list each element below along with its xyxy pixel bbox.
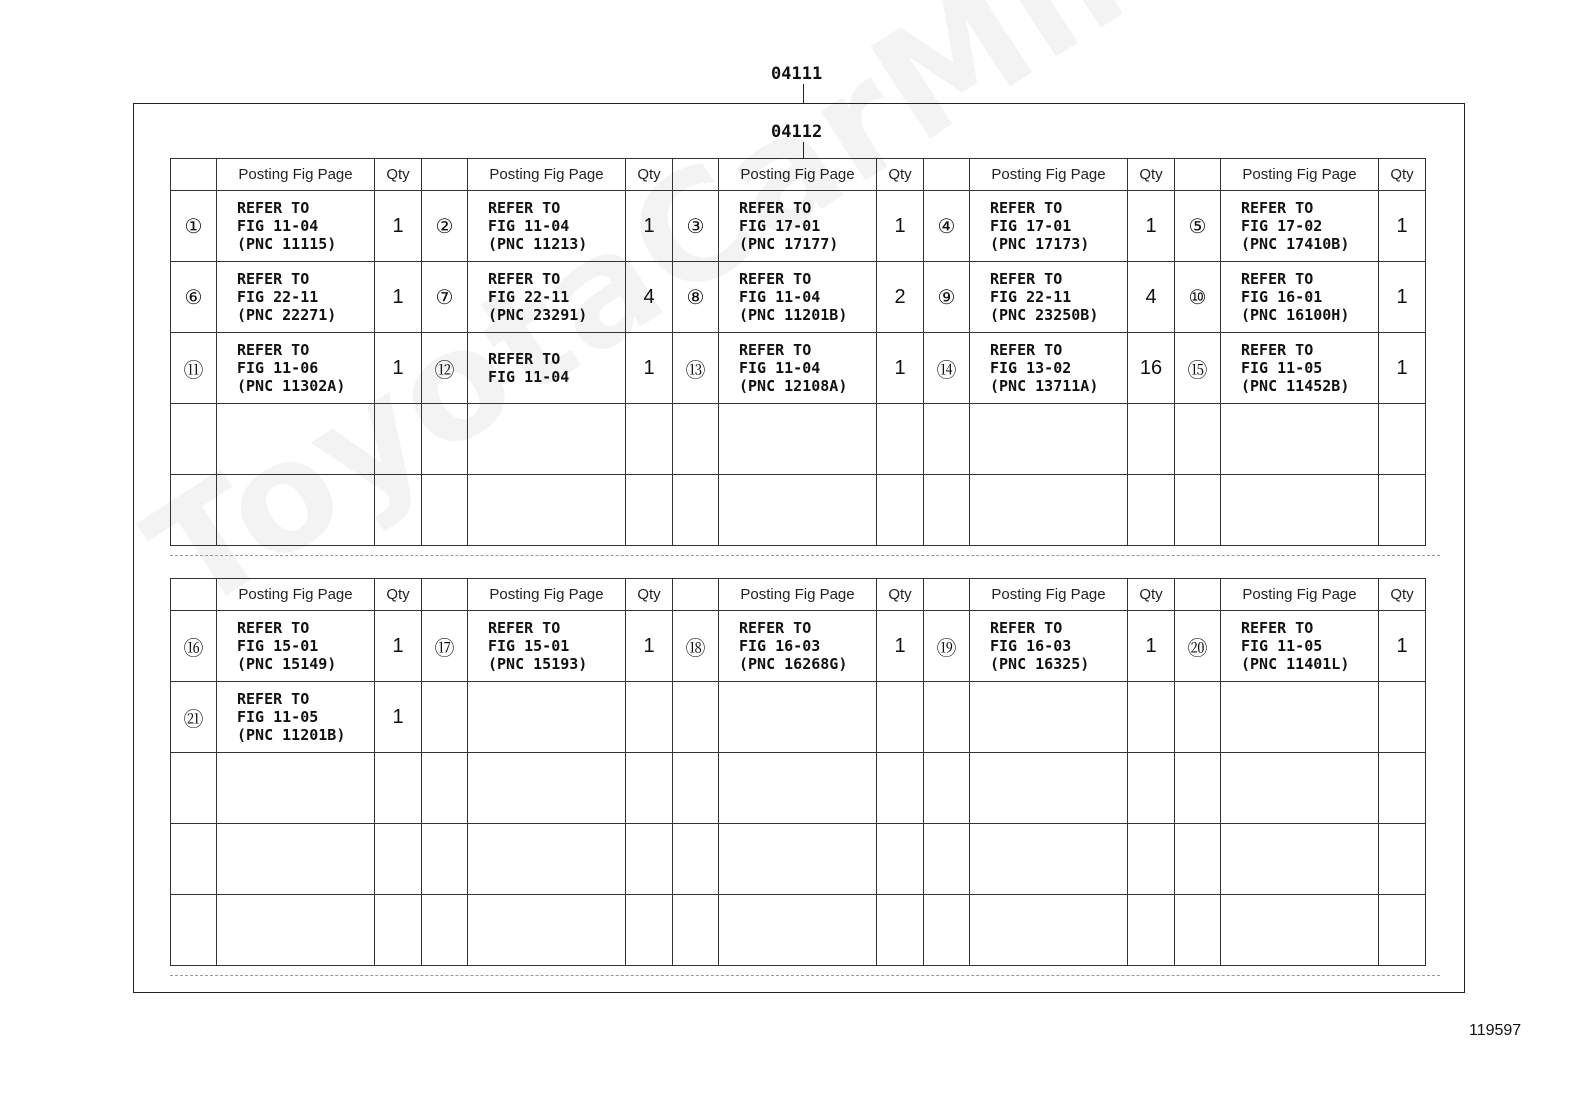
header-row (171, 579, 1426, 611)
posting-fig-reference: REFER TO FIG 11-05 (PNC 11452B) (1221, 333, 1379, 404)
quantity (1128, 475, 1175, 546)
diagram-code-top: 04111 (771, 64, 823, 84)
item-number: ⑨ (924, 262, 970, 333)
posting-fig-reference: REFER TO FIG 11-06 (PNC 11302A) (217, 333, 375, 404)
parts-table-lower (170, 578, 1426, 966)
header-qty: Qty (626, 159, 673, 191)
item-number: ⑭ (924, 333, 970, 404)
item-number: ⑤ (1175, 191, 1221, 262)
leader-line-inner (803, 142, 804, 158)
header-blank (924, 159, 970, 191)
header-posting-fig-page: Posting Fig Page (719, 159, 877, 191)
item-number (422, 404, 468, 475)
posting-fig-reference: REFER TO FIG 11-04 (PNC 11115) (217, 191, 375, 262)
posting-fig-reference: REFER TO FIG 16-01 (PNC 16100H) (1221, 262, 1379, 333)
posting-fig-reference (217, 824, 375, 895)
posting-fig-reference (468, 824, 626, 895)
item-number (1175, 895, 1221, 966)
quantity (877, 824, 924, 895)
quantity (1128, 753, 1175, 824)
item-number (1175, 824, 1221, 895)
posting-fig-reference (1221, 475, 1379, 546)
quantity: 4 (626, 262, 673, 333)
posting-fig-reference (217, 895, 375, 966)
quantity (1128, 404, 1175, 475)
table-row (171, 682, 1426, 753)
posting-fig-reference: REFER TO FIG 22-11 (PNC 22271) (217, 262, 375, 333)
item-number (422, 682, 468, 753)
posting-fig-reference (719, 824, 877, 895)
quantity (1128, 824, 1175, 895)
header-qty: Qty (1379, 579, 1426, 611)
posting-fig-reference (719, 753, 877, 824)
header-qty: Qty (1128, 579, 1175, 611)
quantity (626, 682, 673, 753)
quantity (375, 753, 422, 824)
quantity (877, 475, 924, 546)
quantity: 1 (375, 611, 422, 682)
quantity (877, 682, 924, 753)
posting-fig-reference: REFER TO FIG 17-02 (PNC 17410B) (1221, 191, 1379, 262)
header-posting-fig-page: Posting Fig Page (970, 159, 1128, 191)
posting-fig-reference (1221, 895, 1379, 966)
item-number: ⑯ (171, 611, 217, 682)
header-blank (673, 579, 719, 611)
posting-fig-reference (1221, 682, 1379, 753)
item-number (171, 824, 217, 895)
posting-fig-reference (719, 475, 877, 546)
header-blank (171, 159, 217, 191)
item-number (924, 475, 970, 546)
quantity: 1 (877, 611, 924, 682)
posting-fig-reference (970, 824, 1128, 895)
quantity (1379, 824, 1426, 895)
item-number (924, 824, 970, 895)
posting-fig-reference: REFER TO FIG 15-01 (PNC 15149) (217, 611, 375, 682)
drawing-number: 119597 (1469, 1022, 1522, 1039)
posting-fig-reference: REFER TO FIG 22-11 (PNC 23291) (468, 262, 626, 333)
diagram-code-inner: 04112 (771, 122, 823, 142)
posting-fig-reference (217, 404, 375, 475)
posting-fig-reference (217, 753, 375, 824)
posting-fig-reference (719, 682, 877, 753)
posting-fig-reference (1221, 404, 1379, 475)
quantity: 1 (375, 191, 422, 262)
table-row (171, 895, 1426, 966)
header-posting-fig-page: Posting Fig Page (217, 579, 375, 611)
header-qty: Qty (1379, 159, 1426, 191)
item-number (673, 475, 719, 546)
item-number (1175, 404, 1221, 475)
posting-fig-reference: REFER TO FIG 17-01 (PNC 17177) (719, 191, 877, 262)
item-number: ⑧ (673, 262, 719, 333)
item-number (673, 824, 719, 895)
item-number: ⑫ (422, 333, 468, 404)
quantity (1128, 682, 1175, 753)
posting-fig-reference: REFER TO FIG 16-03 (PNC 16268G) (719, 611, 877, 682)
header-blank (924, 579, 970, 611)
quantity (626, 895, 673, 966)
header-qty: Qty (375, 159, 422, 191)
item-number (924, 753, 970, 824)
quantity: 1 (1379, 191, 1426, 262)
table-row (171, 262, 1426, 333)
header-qty: Qty (877, 579, 924, 611)
quantity (1379, 753, 1426, 824)
dashed-separator (170, 975, 1440, 976)
header-blank (422, 579, 468, 611)
posting-fig-reference: REFER TO FIG 15-01 (PNC 15193) (468, 611, 626, 682)
quantity: 1 (1379, 333, 1426, 404)
item-number (171, 753, 217, 824)
posting-fig-reference (468, 404, 626, 475)
item-number: ⑬ (673, 333, 719, 404)
table-row (171, 333, 1426, 404)
header-blank (1175, 159, 1221, 191)
header-blank (171, 579, 217, 611)
item-number: ⑰ (422, 611, 468, 682)
table-row (171, 404, 1426, 475)
item-number (171, 475, 217, 546)
item-number (924, 682, 970, 753)
parts-table-upper (170, 158, 1426, 546)
quantity: 1 (626, 191, 673, 262)
quantity (877, 404, 924, 475)
header-posting-fig-page: Posting Fig Page (719, 579, 877, 611)
header-blank (1175, 579, 1221, 611)
item-number: ② (422, 191, 468, 262)
posting-fig-reference (468, 895, 626, 966)
posting-fig-reference (970, 682, 1128, 753)
item-number: ① (171, 191, 217, 262)
header-blank (422, 159, 468, 191)
header-posting-fig-page: Posting Fig Page (1221, 159, 1379, 191)
item-number (673, 404, 719, 475)
posting-fig-reference (719, 404, 877, 475)
quantity: 1 (877, 191, 924, 262)
header-posting-fig-page: Posting Fig Page (468, 159, 626, 191)
quantity: 2 (877, 262, 924, 333)
dashed-separator (170, 555, 1440, 556)
posting-fig-reference: REFER TO FIG 11-04 (PNC 11213) (468, 191, 626, 262)
item-number: ⑮ (1175, 333, 1221, 404)
posting-fig-reference: REFER TO FIG 11-04 (468, 333, 626, 404)
quantity: 1 (375, 333, 422, 404)
posting-fig-reference (468, 475, 626, 546)
item-number (673, 753, 719, 824)
quantity: 1 (1379, 611, 1426, 682)
header-posting-fig-page: Posting Fig Page (1221, 579, 1379, 611)
item-number: ④ (924, 191, 970, 262)
item-number: ⑩ (1175, 262, 1221, 333)
leader-line-top (803, 84, 804, 103)
quantity (1379, 682, 1426, 753)
header-posting-fig-page: Posting Fig Page (217, 159, 375, 191)
table-row (171, 611, 1426, 682)
posting-fig-reference (217, 475, 375, 546)
quantity (626, 475, 673, 546)
item-number (924, 404, 970, 475)
header-qty: Qty (375, 579, 422, 611)
posting-fig-reference: REFER TO FIG 13-02 (PNC 13711A) (970, 333, 1128, 404)
quantity: 4 (1128, 262, 1175, 333)
posting-fig-reference: REFER TO FIG 11-05 (PNC 11401L) (1221, 611, 1379, 682)
quantity (626, 404, 673, 475)
quantity (1379, 404, 1426, 475)
posting-fig-reference: REFER TO FIG 17-01 (PNC 17173) (970, 191, 1128, 262)
posting-fig-reference (468, 682, 626, 753)
table-row (171, 191, 1426, 262)
item-number: ⑱ (673, 611, 719, 682)
posting-fig-reference (970, 475, 1128, 546)
posting-fig-reference: REFER TO FIG 11-04 (PNC 11201B) (719, 262, 877, 333)
quantity (1379, 895, 1426, 966)
table-row (171, 753, 1426, 824)
item-number: ③ (673, 191, 719, 262)
header-posting-fig-page: Posting Fig Page (468, 579, 626, 611)
item-number (1175, 753, 1221, 824)
item-number: ⑳ (1175, 611, 1221, 682)
header-qty: Qty (1128, 159, 1175, 191)
item-number (171, 895, 217, 966)
item-number: ⑲ (924, 611, 970, 682)
posting-fig-reference: REFER TO FIG 22-11 (PNC 23250B) (970, 262, 1128, 333)
quantity (1128, 895, 1175, 966)
quantity (626, 753, 673, 824)
quantity (375, 824, 422, 895)
item-number (422, 895, 468, 966)
quantity: 1 (626, 333, 673, 404)
posting-fig-reference (719, 895, 877, 966)
item-number: ㉑ (171, 682, 217, 753)
quantity: 1 (626, 611, 673, 682)
posting-fig-reference (1221, 753, 1379, 824)
header-qty: Qty (877, 159, 924, 191)
table-row (171, 824, 1426, 895)
posting-fig-reference (970, 895, 1128, 966)
item-number: ⑥ (171, 262, 217, 333)
posting-fig-reference: REFER TO FIG 16-03 (PNC 16325) (970, 611, 1128, 682)
quantity: 1 (1128, 191, 1175, 262)
quantity (877, 753, 924, 824)
posting-fig-reference: REFER TO FIG 11-04 (PNC 12108A) (719, 333, 877, 404)
quantity: 16 (1128, 333, 1175, 404)
item-number: ⑪ (171, 333, 217, 404)
item-number (673, 895, 719, 966)
quantity (877, 895, 924, 966)
item-number (924, 895, 970, 966)
posting-fig-reference: REFER TO FIG 11-05 (PNC 11201B) (217, 682, 375, 753)
posting-fig-reference (1221, 824, 1379, 895)
quantity: 1 (877, 333, 924, 404)
header-qty: Qty (626, 579, 673, 611)
item-number: ⑦ (422, 262, 468, 333)
header-blank (673, 159, 719, 191)
quantity (375, 475, 422, 546)
item-number (422, 753, 468, 824)
quantity (375, 404, 422, 475)
item-number (422, 475, 468, 546)
item-number (171, 404, 217, 475)
item-number (673, 682, 719, 753)
quantity: 1 (375, 262, 422, 333)
quantity: 1 (375, 682, 422, 753)
quantity (626, 824, 673, 895)
item-number (1175, 475, 1221, 546)
header-row (171, 159, 1426, 191)
item-number (422, 824, 468, 895)
posting-fig-reference (468, 753, 626, 824)
header-posting-fig-page: Posting Fig Page (970, 579, 1128, 611)
table-row (171, 475, 1426, 546)
quantity: 1 (1128, 611, 1175, 682)
posting-fig-reference (970, 753, 1128, 824)
quantity: 1 (1379, 262, 1426, 333)
item-number (1175, 682, 1221, 753)
quantity (1379, 475, 1426, 546)
posting-fig-reference (970, 404, 1128, 475)
quantity (375, 895, 422, 966)
